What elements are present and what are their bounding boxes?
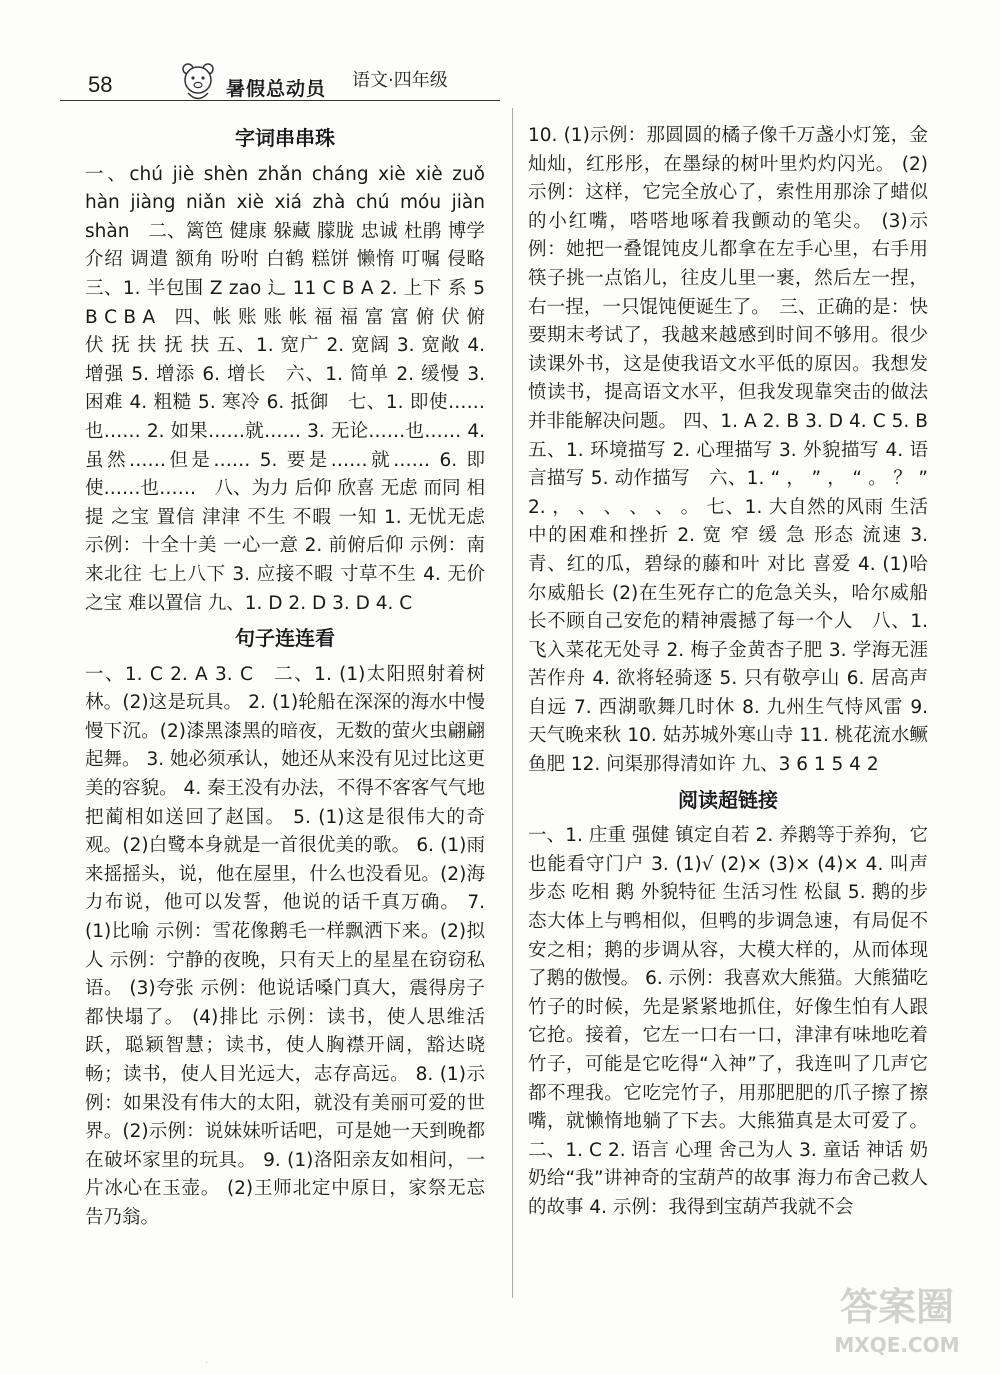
section-title-sentences: 句子连连看 — [235, 626, 335, 651]
section-title-reading: 阅读超链接 — [678, 787, 778, 812]
site-watermark — [812, 1276, 982, 1362]
column-divider — [512, 108, 513, 1298]
page-header — [60, 60, 460, 104]
footer-mark: · — [205, 1358, 209, 1369]
answers-reading: 一、1. 庄重 强健 镇定自若 2. 养鹅等于养狗，它也能看守门户 3. (1)√ (2)× (3)× (4)× 4. 叫声 步态 吃相 鹅 外貌特征 生活习性 松鼠 5. 鹅的步态大体上与鸭相似，但鸭的步调急速，有局促不安之相；鹅的步调从容，大模大样的，从而体现了鹅的傲慢。 6. 示例：我喜欢大熊猫。大熊猫吃竹子的时候，先是紧紧地抓住，好像生怕有人跟它抢。接着，它左一口右一口，津津有味地吃着竹子，可能是它吃得“入神”了，我连叫了几声它都不理我。它吃完竹子，用那肥肥的爪子擦了擦嘴，就懒惰地躺了下去。大熊猫真是太可爱了。 二、1. C 2. 语言 心理 舍己为人 3. 童话 神话 奶奶给“我”讲神奇的宝葫芦的故事 海力布舍己救人的故事 4. 示例：我得到宝葫芦我就不会 — [528, 825, 928, 1218]
left-column — [85, 118, 504, 1233]
answers-word-beads: 一、chú jiè shèn zhǎn cháng xiè xiè zuǒ hàn jiàng niǎn xiè xiá zhà chú móu jiàn shàn 二、篱笆 健康 躲藏 朦胧 忠诚 杜鹃 博学 介绍 调遣 额角 吩咐 白鹤 糕饼 懒惰 叮嘱 侵略 三、1. 半包围 Z zao 辶 11 C B A 2. 上下 系 5 B C B A 四、帐 账 账 帐 福 福 富 富 俯 伏 俯 伏 抚 扶 抚 扶 五、1. 宽广 2. 宽阔 3. 宽敞 4. 增强 5. 增添 6. 增长 六、1. 简单 2. 缓慢 3. 困难 4. 粗糙 5. 寒冷 6. 抵御 七、1. 即使……也…… 2. 如果……就…… 3. 无论……也…… 4. 虽然……但是…… 5. 要是……就…… 6. 即使……也…… 八、为力 后仰 欣喜 无虑 而同 相提 之宝 置信 津津 不生 不暇 一知 1. 无忧无虑 示例：十全十美 一心一意 2. 前俯后仰 示例：南来北往 七上八下 3. 应接不暇 寸草不生 4. 无价之宝 难以置信 九、1. D 2. D 3. D 4. C — [85, 163, 504, 614]
answers-sentences-continued: 10. (1)示例：那圆圆的橘子像千万盏小灯笼，金灿灿，红彤彤，在墨绿的树叶里灼灼闪光。 (2)示例：这样，它完全放心了，索性用那涂了蜡似的小红嘴，嗒嗒地啄着我颤动的笔尖。 (3)示例：她把一叠馄饨皮儿都拿在左手心里，右手用筷子挑一点馅儿，往皮儿里一裹，然后左一捏，右一捏，一只馄饨便诞生了。 三、正确的是：快要期末考试了，我越来越感到时间不够用。很少读课外书，这是使我语文水平低的原因。我想发愤读书，提高语文水平，但我发现靠突击的做法并非能解决问题。 四、1. A 2. B 3. D 4. C 5. B 五、1. 环境描写 2. 心理描写 3. 外貌描写 4. 语言描写 5. 动作描写 六、1. “ ， ” ， “ 。 ？ ” 2. ， 、 、 、 、 。 七、1. 大自然的风雨 生活中的困难和挫折 2. 宽 窄 缓 急 形态 流速 3. 青、红的瓜，碧绿的藤和叶 对比 喜爱 4. (1)哈尔威船长 (2)在生死存亡的危急关头，哈尔威船长不顾自己安危的精神震撼了每一个人 八、1. 飞入菜花无处寻 2. 梅子金黄杏子肥 3. 学海无涯苦作舟 4. 欲将轻骑逐 5. 只有敬亭山 6. 居高声自远 7. 西湖歌舞几时休 8. 九州生气恃风雷 9. 天气晚来秋 10. 姑苏城外寒山寺 11. 桃花流水鳜鱼肥 12. 问渠那得清如许 九、3 6 1 5 4 2 — [528, 125, 947, 776]
subject-grade: 语文·四年级 — [352, 70, 448, 91]
watermark-line1: 答案圈 — [839, 1285, 955, 1329]
header-rule — [60, 100, 500, 101]
answers-sentences: 一、1. C 2. A 3. C 二、1. (1)太阳照射着树林。(2)这是玩具。 2. (1)轮船在深深的海水中慢慢下沉。(2)漆黑漆黑的暗夜，无数的萤火虫翩翩起舞。 3. 她必须承认，她还从来没有见过比这更美的容貌。 4. 秦王没有办法，不得不客客气气地把蔺相如送回了赵国。 5. (1)这是很伟大的奇观。(2)白鹭本身就是一首很优美的歌。 6. (1)雨来摇摇头，说，他在屋里，什么也没看见。(2)海力布说，他可以发誓，他说的话千真万确。 7. (1)比喻 示例：雪花像鹅毛一样飘洒下来。(2)拟人 示例：宁静的夜晚，只有天上的星星在窃窃私语。 (3)夸张 示例：他说话嗓门真大，震得房子都快塌了。 (4)排比 示例：读书，使人思维活跃，聪颖智慧；读书，使人胸襟开阔，豁达晓畅；读书，使人目光远大，志存高远。 8. (1)示例：如果没有伟大的太阳，就没有美丽可爱的世界。(2)示例：说妹妹听话吧，可是她一天到晚都在破坏家里的玩具。 9. (1)洛阳亲友如相问，一片冰心在玉壶。 (2)王师北定中原日，家祭无忘告乃翁。 — [85, 663, 485, 1228]
series-title: 暑假总动员 — [226, 78, 327, 100]
bear-mascot-icon — [178, 60, 218, 104]
section-title-word-beads: 字词串串珠 — [235, 126, 335, 150]
page-number: 58 — [88, 72, 113, 97]
right-column — [528, 122, 947, 1223]
watermark-line2: MXQE.COM — [834, 1333, 960, 1357]
